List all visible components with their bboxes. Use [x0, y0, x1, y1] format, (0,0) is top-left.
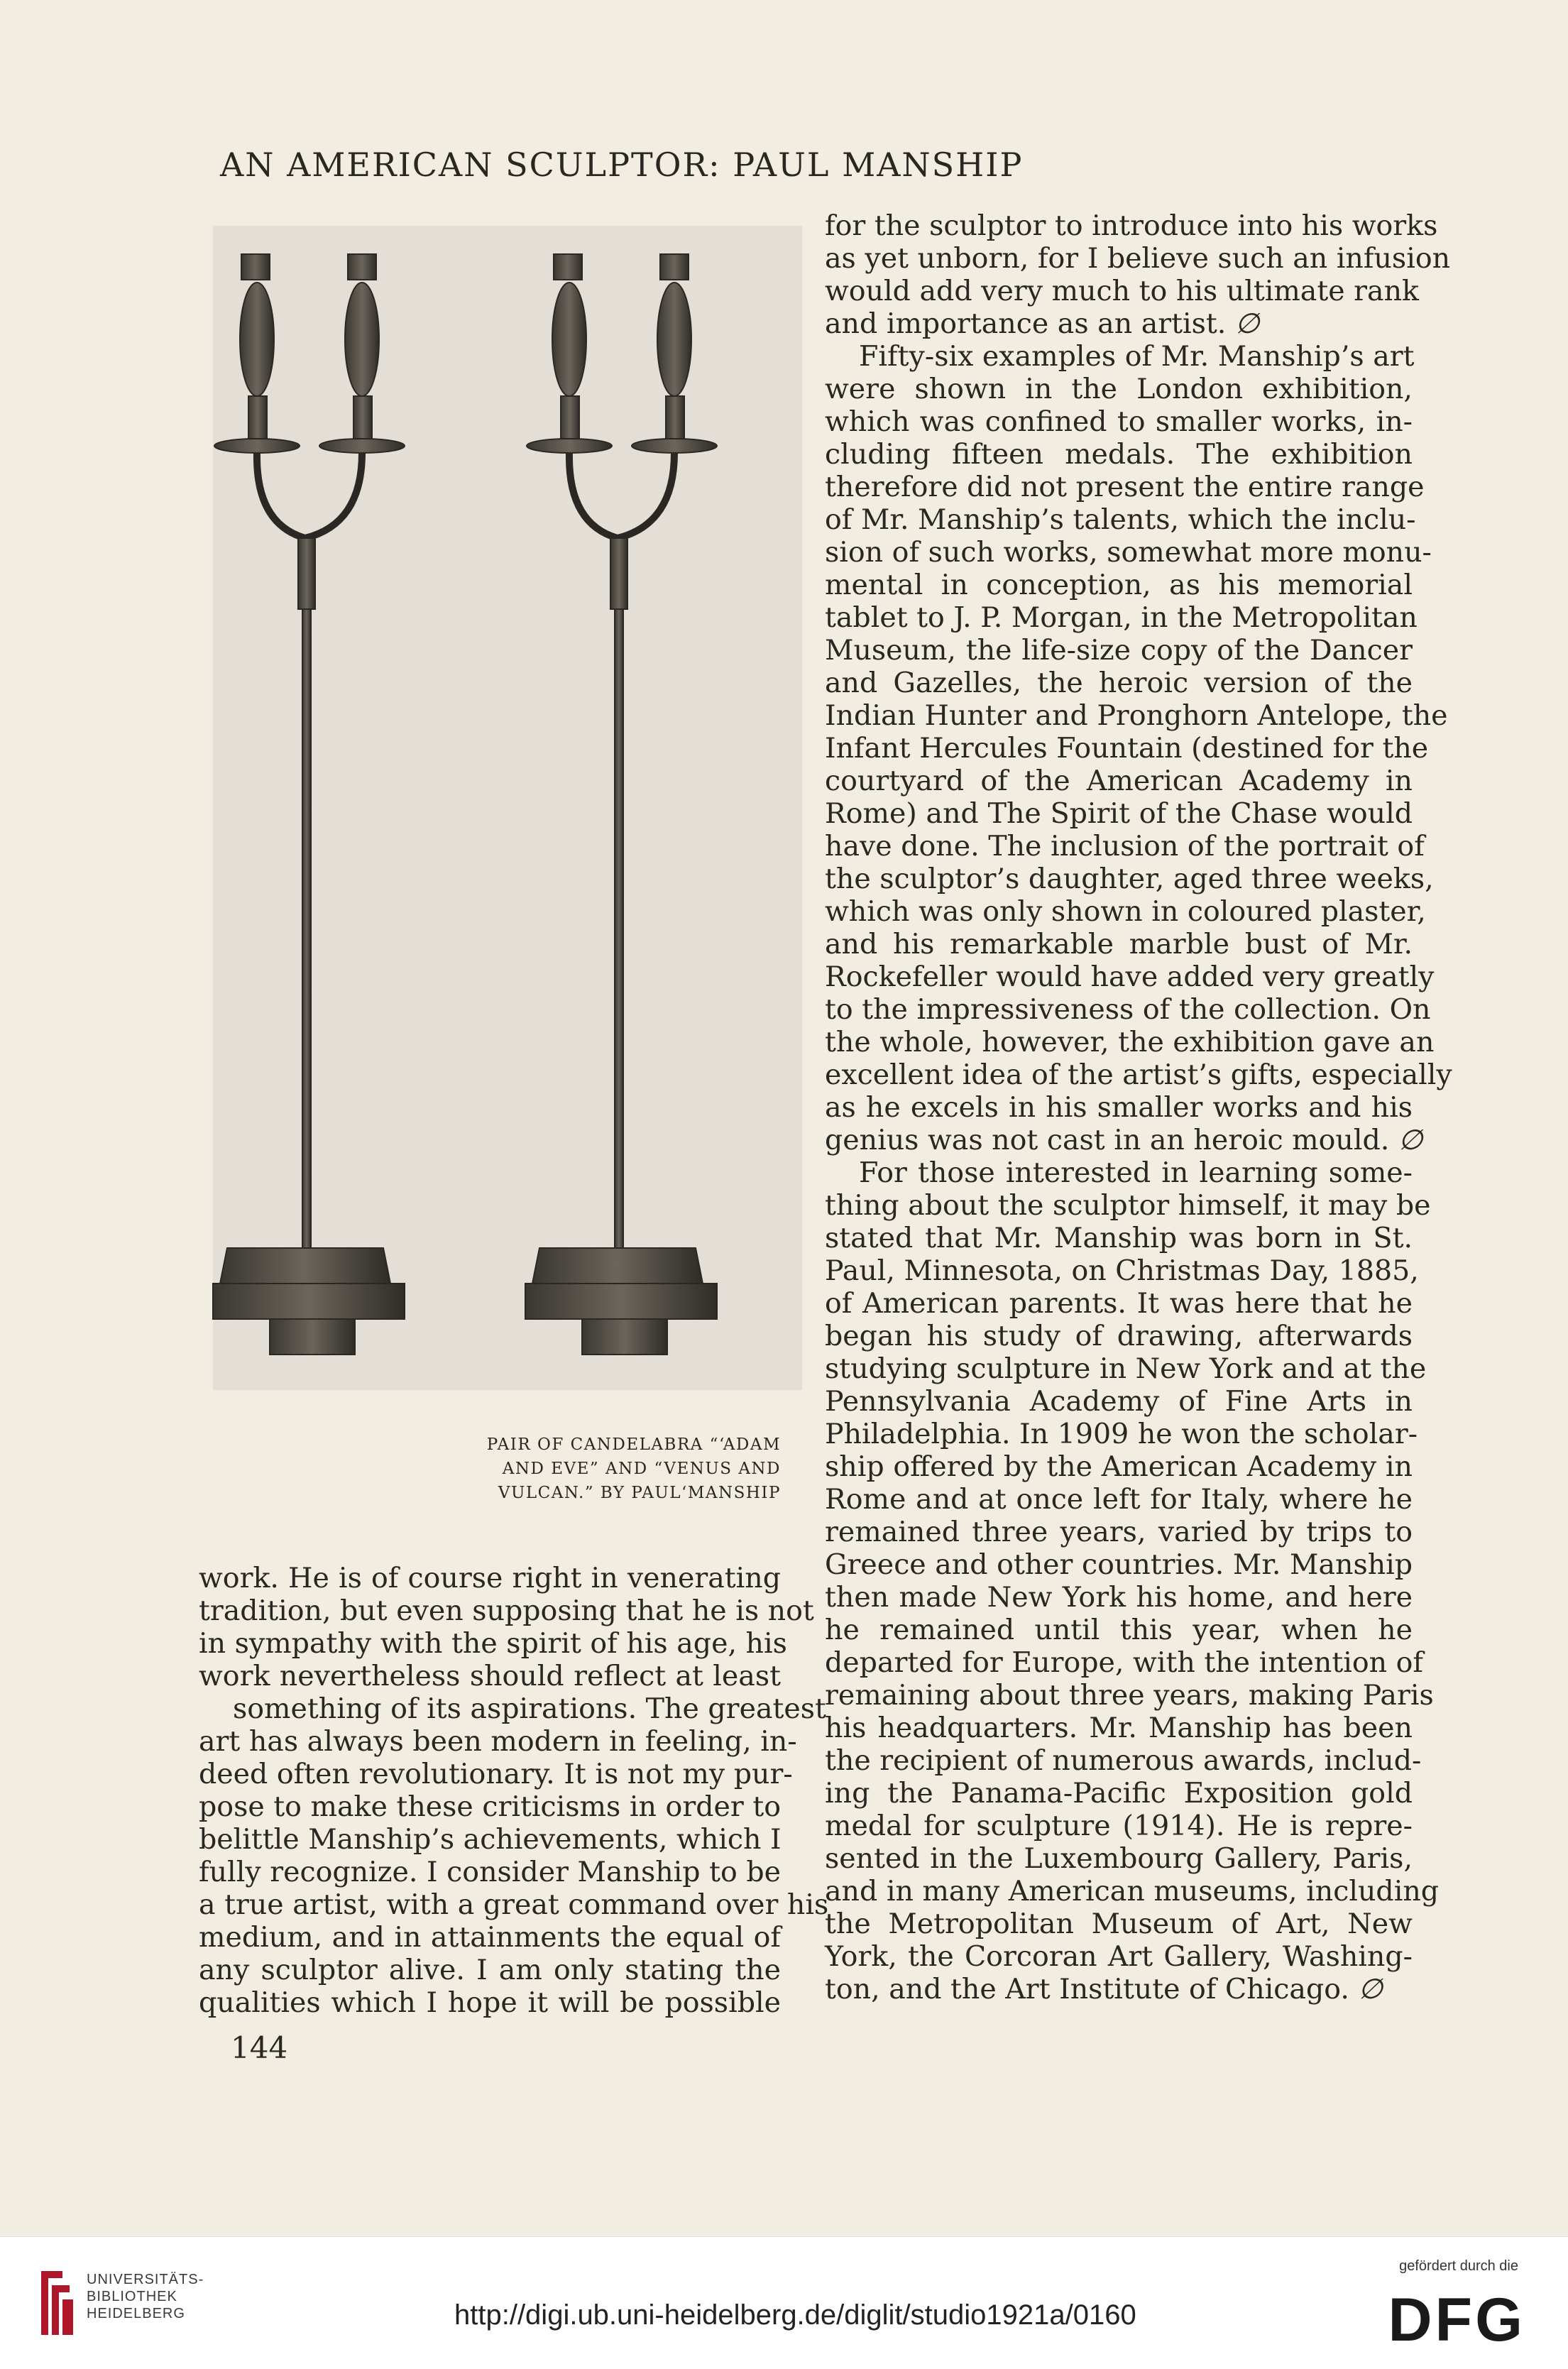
- text-line: departed for Europe, with the intention of: [825, 1646, 1424, 1679]
- text-line: for the sculptor to introduce into his works: [825, 209, 1438, 242]
- text-line: then made New York his home, and here: [825, 1581, 1413, 1614]
- text-line: ton, and the Art Institute of Chicago. ∅: [825, 1973, 1383, 2006]
- text-line: remaining about three years, making Paris: [825, 1679, 1434, 1712]
- running-head: AN AMERICAN SCULPTOR: PAUL MANSHIP: [220, 146, 1024, 184]
- text-line: art has always been modern in feeling, in-: [199, 1725, 797, 1758]
- text-line: therefore did not present the entire range: [825, 471, 1425, 503]
- caption-line: PAIR OF CANDELABRA “ʻADAM: [486, 1435, 781, 1454]
- text-line: and importance as an artist. ∅: [825, 307, 1260, 340]
- text-line: For those interested in learning some-: [859, 1156, 1413, 1189]
- text-line: something of its aspirations. The greatest: [233, 1692, 826, 1725]
- text-line: thing about the sculptor himself, it may be: [825, 1189, 1431, 1222]
- text-line: the sculptor’s daughter, aged three weeks,: [825, 863, 1434, 895]
- text-line: deed often revolutionary. It is not my pur-: [199, 1758, 793, 1790]
- funding-note: gefördert durch die: [1399, 2258, 1518, 2274]
- library-name-line: UNIVERSITÄTS-: [87, 2272, 204, 2287]
- text-line: Paul, Minnesota, on Christmas Day, 1885,: [825, 1254, 1419, 1287]
- text-line: work. He is of course right in venerating: [199, 1562, 781, 1594]
- text-line: of Mr. Manship’s talents, which the inclu-: [825, 503, 1416, 536]
- source-url-link[interactable]: http://digi.ub.uni-heidelberg.de/diglit/studio1921a/0160: [454, 2299, 1136, 2331]
- text-line: Philadelphia. In 1909 he won the scholar-: [825, 1418, 1418, 1450]
- text-line: fully recognize. I consider Manship to be: [199, 1856, 782, 1888]
- text-line: Infant Hercules Fountain (destined for the: [825, 732, 1429, 765]
- text-line: qualities which I hope it will be possible: [199, 1986, 781, 2019]
- text-line: mental in conception, as his memorial: [825, 569, 1413, 601]
- text-line: courtyard of the American Academy in: [825, 765, 1413, 797]
- text-line: would add very much to his ultimate rank: [825, 275, 1419, 307]
- paragraph-ornament-icon: ∅: [1349, 1973, 1383, 2006]
- text-line: sion of such works, somewhat more monu-: [825, 536, 1432, 569]
- candelabra-plate-image: [213, 226, 802, 1390]
- text-line: and in many American museums, including: [825, 1875, 1440, 1908]
- page-number: 144: [231, 2030, 288, 2065]
- text-line: which was confined to smaller works, in-: [825, 405, 1413, 438]
- text-line: ship offered by the American Academy in: [825, 1450, 1413, 1483]
- left-column: [199, 1562, 829, 2019]
- text-line: he remained until this year, when he: [825, 1614, 1413, 1646]
- library-name-line: HEIDELBERG: [87, 2306, 185, 2321]
- text-line: tablet to J. P. Morgan, in the Metropolitan: [825, 601, 1418, 634]
- text-line: stated that Mr. Manship was born in St.: [825, 1222, 1413, 1254]
- text-line: in sympathy with the spirit of his age, his: [199, 1627, 787, 1660]
- plate-caption: [398, 1433, 781, 1505]
- text-line: and Gazelles, the heroic version of the: [825, 667, 1413, 699]
- text-line: studying sculpture in New York and at the: [825, 1352, 1427, 1385]
- text-line: Greece and other countries. Mr. Manship: [825, 1548, 1413, 1581]
- text-line: pose to make these criticisms in order to: [199, 1790, 781, 1823]
- text-line: medium, and in attainments the equal of: [199, 1921, 781, 1954]
- text-line: Pennsylvania Academy of Fine Arts in: [825, 1385, 1413, 1418]
- text-line: any sculptor alive. I am only stating the: [199, 1954, 781, 1986]
- dfg-logo: DFG: [1388, 2286, 1525, 2354]
- digitization-footer: [0, 2236, 1568, 2369]
- text-line: and his remarkable marble bust of Mr.: [825, 928, 1413, 961]
- text-line: which was only shown in coloured plaster,: [825, 895, 1426, 928]
- caption-line: VULCAN.” BY PAULʻMANSHIP: [498, 1484, 781, 1502]
- library-name-line: BIBLIOTHEK: [87, 2289, 177, 2304]
- text-line: York, the Corcoran Art Gallery, Washing-: [825, 1940, 1413, 1973]
- text-line: Rome and at once left for Italy, where he: [825, 1483, 1413, 1516]
- text-line: Rome) and The Spirit of the Chase would: [825, 797, 1413, 830]
- caption-line: AND EVE” AND “VENUS AND: [502, 1460, 781, 1478]
- paragraph-ornament-icon: ∅: [1389, 1124, 1423, 1156]
- text-line: to the impressiveness of the collection. On: [825, 993, 1431, 1026]
- text-line: sented in the Luxembourg Gallery, Paris,: [825, 1842, 1413, 1875]
- text-line: as yet unborn, for I believe such an infusion: [825, 242, 1451, 275]
- text-line: as he excels in his smaller works and his: [825, 1091, 1413, 1124]
- text-line: began his study of drawing, afterwards: [825, 1320, 1413, 1352]
- text-line: Fifty-six examples of Mr. Manship’s art: [859, 340, 1415, 373]
- text-line: genius was not cast in an heroic mould. ∅: [825, 1124, 1423, 1156]
- text-line: of American parents. It was here that he: [825, 1287, 1413, 1320]
- text-line: have done. The inclusion of the portrait of: [825, 830, 1425, 863]
- university-library-logo-icon: [34, 2264, 77, 2342]
- text-line: Indian Hunter and Pronghorn Antelope, the: [825, 699, 1448, 732]
- text-line: work nevertheless should reflect at least: [199, 1660, 781, 1692]
- text-line: excellent idea of the artist’s gifts, especially: [825, 1058, 1452, 1091]
- candelabra-illustration: [213, 226, 802, 1390]
- text-line: the Metropolitan Museum of Art, New: [825, 1908, 1413, 1940]
- right-column: [825, 209, 1452, 2006]
- text-line: the whole, however, the exhibition gave an: [825, 1026, 1435, 1058]
- text-line: were shown in the London exhibition,: [825, 373, 1413, 405]
- university-library-name: [87, 2271, 204, 2322]
- text-line: tradition, but even supposing that he is not: [199, 1594, 814, 1627]
- text-line: his headquarters. Mr. Manship has been: [825, 1712, 1413, 1744]
- text-line: the recipient of numerous awards, includ-: [825, 1744, 1422, 1777]
- text-line: a true artist, with a great command over his: [199, 1888, 829, 1921]
- text-line: remained three years, varied by trips to: [825, 1516, 1413, 1548]
- paragraph-ornament-icon: ∅: [1226, 307, 1260, 340]
- text-line: Rockefeller would have added very greatly: [825, 961, 1435, 993]
- text-line: Museum, the life-size copy of the Dancer: [825, 634, 1413, 667]
- text-line: medal for sculpture (1914). He is repre-: [825, 1810, 1413, 1842]
- text-line: cluding fifteen medals. The exhibition: [825, 438, 1413, 471]
- text-line: ing the Panama-Pacific Exposition gold: [825, 1777, 1413, 1810]
- text-line: belittle Manship’s achievements, which I: [199, 1823, 782, 1856]
